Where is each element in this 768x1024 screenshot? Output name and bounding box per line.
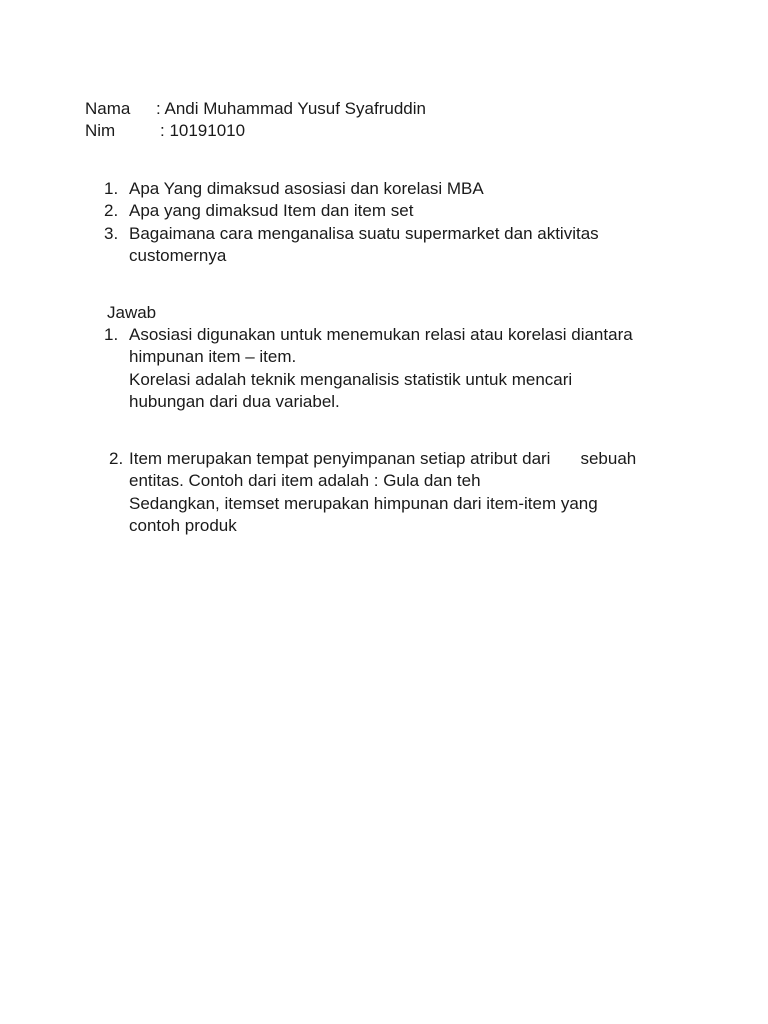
name-label: Nama bbox=[85, 99, 131, 118]
question-item-1 bbox=[0, 178, 768, 200]
answer-item-2 bbox=[0, 448, 768, 540]
answer-text: sebuah bbox=[580, 449, 637, 468]
nim-value: : 10191010 bbox=[160, 121, 246, 140]
question-text: Bagaimana cara menganalisa suatu supermarket dan aktivitas bbox=[129, 224, 599, 243]
answer-text: Korelasi adalah teknik menganalisis statistik untuk mencari bbox=[129, 370, 573, 389]
answer-text: contoh produk bbox=[129, 516, 237, 535]
answer-number: 2. bbox=[109, 449, 124, 468]
nim-label: Nim bbox=[85, 121, 116, 140]
question-number: 3. bbox=[104, 224, 119, 243]
answer-text-line1 bbox=[129, 448, 636, 471]
question-number: 1. bbox=[104, 179, 119, 198]
question-text: Apa Yang dimaksud asosiasi dan korelasi MBA bbox=[129, 179, 484, 198]
answer-text: Item merupakan tempat penyimpanan setiap atribut dari bbox=[129, 449, 551, 468]
header-nim-row bbox=[0, 120, 768, 142]
name-value: : Andi Muhammad Yusuf Syafruddin bbox=[156, 99, 426, 118]
header-name-row bbox=[0, 98, 768, 120]
answer-text: hubungan dari dua variabel. bbox=[129, 392, 340, 411]
answer-text: himpunan item – item. bbox=[129, 347, 297, 366]
answer-item-1 bbox=[0, 324, 768, 416]
answer-number: 1. bbox=[104, 325, 119, 344]
question-text: Apa yang dimaksud Item dan item set bbox=[129, 201, 414, 220]
answer-text: entitas. Contoh dari item adalah : Gula dan teh bbox=[129, 471, 481, 490]
answer-text: Asosiasi digunakan untuk menemukan relasi atau korelasi diantara bbox=[129, 325, 633, 344]
question-text-continued: customernya bbox=[129, 246, 227, 265]
answers-heading: Jawab bbox=[107, 303, 157, 322]
question-item-3 bbox=[0, 223, 768, 267]
question-list bbox=[0, 178, 768, 268]
answer-text: Sedangkan, itemset merupakan himpunan dari item-item yang bbox=[129, 494, 598, 513]
question-item-2 bbox=[0, 200, 768, 222]
question-number: 2. bbox=[104, 201, 119, 220]
